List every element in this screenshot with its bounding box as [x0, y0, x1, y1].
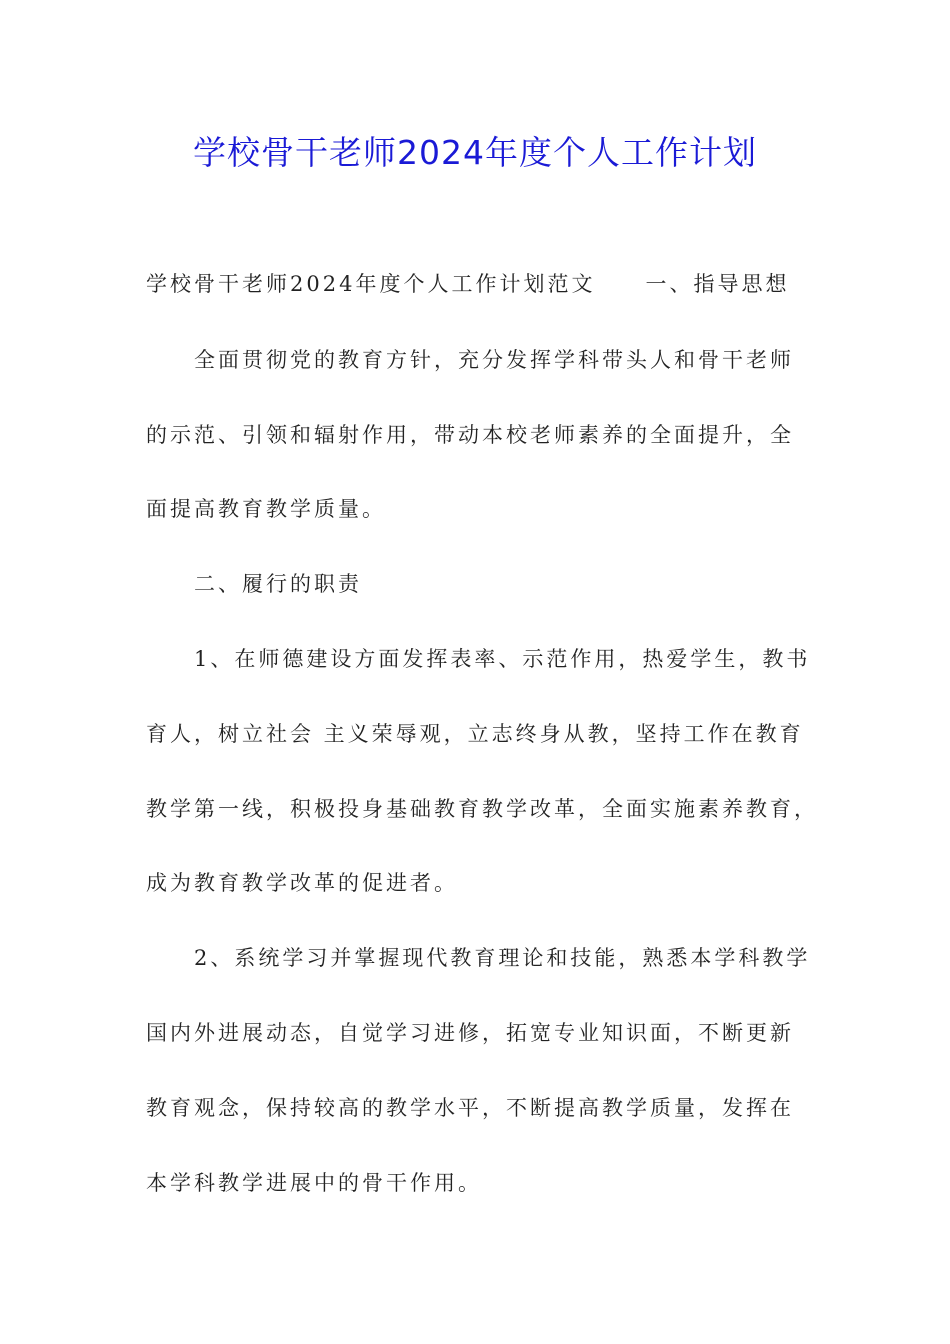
- paragraph-line: 成为教育教学改革的促进者。: [146, 871, 458, 895]
- paragraph-line: 全面贯彻党的教育方针，充分发挥学科带头人和骨干老师: [194, 348, 794, 372]
- paragraph-line: 育人，树立社会 主义荣辱观，立志终身从教，坚持工作在教育: [146, 722, 804, 746]
- paragraph-line: 面提高教育教学质量。: [146, 497, 386, 521]
- paragraph-line: 1、在师德建设方面发挥表率、示范作用，热爱学生，教书: [194, 647, 811, 671]
- paragraph-line: 2、系统学习并掌握现代教育理论和技能，熟悉本学科教学: [194, 946, 811, 970]
- document-title: 学校骨干老师2024年度个人工作计划: [193, 133, 757, 172]
- paragraph-line: 的示范、引领和辐射作用，带动本校老师素养的全面提升，全: [146, 423, 794, 447]
- section-heading-1: 一、指导思想: [645, 272, 790, 296]
- intro-line: [146, 266, 846, 302]
- paragraph-line: 国内外进展动态，自觉学习进修，拓宽专业知识面，不断更新: [146, 1021, 794, 1045]
- intro-text: 学校骨干老师2024年度个人工作计划范文: [146, 272, 596, 296]
- paragraph-line: 本学科教学进展中的骨干作用。: [146, 1171, 482, 1195]
- paragraph-line: 教学第一线，积极投身基础教育教学改革，全面实施素养教育，: [146, 797, 818, 821]
- section-heading-2: 二、履行的职责: [194, 572, 362, 596]
- paragraph-line: 教育观念，保持较高的教学水平，不断提高教学质量，发挥在: [146, 1096, 794, 1120]
